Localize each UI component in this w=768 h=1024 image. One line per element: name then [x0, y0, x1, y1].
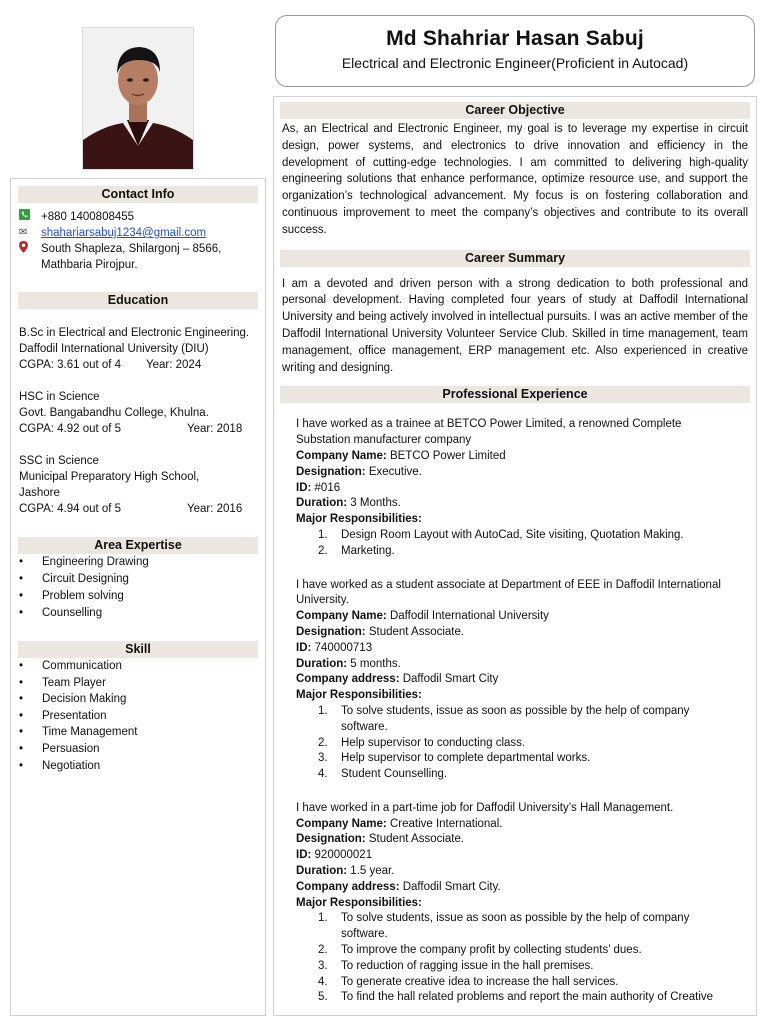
- list-item: • Counselling: [19, 607, 103, 619]
- list-item: 2. Help supervisor to conducting class.: [318, 736, 526, 749]
- edu-cgpa: CGPA: 4.94 out of 5: [19, 503, 122, 515]
- left-sidebar: [10, 178, 266, 1016]
- list-item: 5. To find the hall related problems and report the main authority of Creative: [318, 991, 714, 1004]
- list-item: • Time Management: [19, 726, 138, 739]
- list-item: • Negotiation: [19, 759, 101, 772]
- responsibility-list: [296, 704, 736, 783]
- job-company: Company Name: BETCO Power Limited: [296, 449, 506, 462]
- education-item-ssc: [19, 453, 257, 517]
- contact-email: [19, 225, 257, 241]
- experience-item-betco: [296, 417, 736, 559]
- objective-heading: Career Objective: [280, 102, 750, 119]
- edu-cgpa: CGPA: 3.61 out of 4: [19, 359, 122, 371]
- main-content: [273, 96, 757, 1016]
- summary-text: I am a devoted and driven person with a strong dedication to both professional and personal development. Having completed four years of study at Daffodil International University and being actively involved in intellectual pursuits. I was an active member of the Daffodil International University Volunteer Service Club. Skilled in time management, team management, office management, ERP management etc. Also experienced in creative writing and designing.: [282, 277, 748, 374]
- edu-year: Year: 2016: [187, 503, 243, 515]
- skill-list: [11, 658, 265, 774]
- job-company: Company Name: Creative International.: [296, 817, 503, 830]
- job-intro: I have worked as a student associate at Department of EEE in Daffodil International University.: [296, 578, 721, 607]
- list-item: • Presentation: [19, 709, 107, 722]
- location-pin-icon: [19, 241, 41, 273]
- list-item: 2. Marketing.: [318, 544, 395, 557]
- experience-item-diu-eee: [296, 578, 736, 783]
- edu-institution: Daffodil International University (DIU): [19, 343, 209, 355]
- education-item-bsc: [19, 325, 257, 373]
- address-text: [41, 241, 221, 273]
- list-item: • Decision Making: [19, 693, 127, 706]
- job-address: Company address: Daffodil Smart City.: [296, 880, 501, 893]
- job-duration: Duration: 5 months.: [296, 657, 401, 670]
- list-item: 3. Help supervisor to complete departmental works.: [318, 752, 591, 765]
- list-item: 1. Design Room Layout with AutoCad, Site visiting, Quotation Making.: [318, 528, 684, 541]
- contact-phone: [19, 209, 257, 225]
- summary-heading: Career Summary: [280, 250, 750, 267]
- candidate-title: Electrical and Electronic Engineer(Proficient in Autocad): [341, 55, 689, 71]
- expertise-list: [11, 554, 265, 622]
- portrait-image: [83, 28, 193, 169]
- address-line-1: South Shapleza, Shilargonj – 8566,: [41, 243, 222, 255]
- list-item: • Engineering Drawing: [19, 556, 149, 568]
- contact-address: [19, 241, 257, 273]
- job-responsibilities-label: Major Responsibilities:: [296, 896, 422, 909]
- job-responsibilities-label: Major Responsibilities:: [296, 689, 422, 702]
- phone-icon: [19, 209, 41, 225]
- job-intro: I have worked in a part-time job for Daffodil University’s Hall Management.: [296, 801, 674, 814]
- edu-cgpa: CGPA: 4.92 out of 5: [19, 423, 122, 435]
- edu-institution: Municipal Preparatory High School,: [19, 471, 200, 483]
- list-item: 2. To improve the company profit by collecting students’ dues.: [318, 944, 642, 957]
- job-id: ID: #016: [296, 481, 341, 494]
- job-designation: Designation: Student Associate.: [296, 833, 465, 846]
- job-company: Company Name: Daffodil International University: [296, 610, 549, 623]
- profile-photo: [82, 27, 194, 170]
- list-item: • Circuit Designing: [19, 573, 129, 585]
- job-id: ID: 920000021: [296, 849, 373, 862]
- edu-institution: Govt. Bangabandhu College, Khulna.: [19, 407, 209, 419]
- job-duration: Duration: 3 Months.: [296, 497, 401, 510]
- edu-degree: SSC in Science: [19, 455, 99, 467]
- responsibility-list: [296, 528, 736, 560]
- edu-result-row: [19, 501, 257, 517]
- list-item: • Team Player: [19, 676, 106, 689]
- expertise-heading: Area Expertise: [18, 537, 258, 554]
- name-header: [275, 15, 755, 87]
- objective-text: As, an Electrical and Electronic Engineer, my goal is to leverage my expertise in circuit design, power systems, and electronics to drive innovation and efficiency in the development of cutting-edge technologies. I am committed to delivering high-quality engineering solutions that enhance performance, optimize resource use, and support the organization’s technological advancement. My focus is on fostering collaboration and continuous improvement to meet the company’s objectives and contribute to its overall success.: [282, 123, 748, 236]
- job-responsibilities-label: Major Responsibilities:: [296, 513, 422, 526]
- address-line-2: Mathbaria Pirojpur.: [41, 259, 138, 271]
- job-duration: Duration: 1.5 year.: [296, 865, 395, 878]
- phone-number: +880 1400808455: [41, 211, 135, 223]
- experience-item-hall-management: [296, 801, 736, 1006]
- edu-degree: B.Sc in Electrical and Electronic Engineering.: [19, 327, 250, 339]
- list-item: 1. To solve students, issue as soon as possible by the help of company software.: [318, 912, 690, 941]
- education-item-hsc: [19, 389, 257, 437]
- list-item: 3. To reduction of ragging issue in the hall premises.: [318, 959, 594, 972]
- experience-heading: Professional Experience: [280, 386, 750, 403]
- edu-result-row: [19, 357, 257, 373]
- list-item: • Problem solving: [19, 590, 124, 602]
- edu-year: Year: 2024: [146, 359, 202, 371]
- list-item: • Persuasion: [19, 742, 100, 755]
- list-item: • Communication: [19, 660, 122, 672]
- edu-institution-cont: Jashore: [19, 487, 60, 499]
- job-address: Company address: Daffodil Smart City: [296, 673, 499, 686]
- skill-heading: Skill: [18, 641, 258, 658]
- education-heading: Education: [18, 292, 258, 309]
- job-designation: Designation: Student Associate.: [296, 625, 465, 638]
- email-link[interactable]: shahariarsabuj1234@gmail.com: [41, 227, 207, 239]
- responsibility-list: [296, 911, 736, 1006]
- edu-year: Year: 2018: [187, 423, 243, 435]
- job-intro: I have worked as a trainee at BETCO Power Limited, a renowned Complete Substation manufacturer company: [296, 418, 682, 447]
- edu-degree: HSC in Science: [19, 391, 100, 403]
- candidate-name: Md Shahriar Hasan Sabuj: [386, 27, 644, 50]
- list-item: 4. To generate creative idea to increase the hall services.: [318, 975, 619, 988]
- list-item: 1. To solve students, issue as soon as possible by the help of company software.: [318, 704, 690, 733]
- email-icon: ✉: [19, 227, 28, 238]
- job-id: ID: 740000713: [296, 641, 373, 654]
- edu-result-row: [19, 421, 257, 437]
- contact-heading: Contact Info: [18, 186, 258, 203]
- list-item: 4. Student Counselling.: [318, 768, 448, 781]
- job-designation: Designation: Executive.: [296, 465, 422, 478]
